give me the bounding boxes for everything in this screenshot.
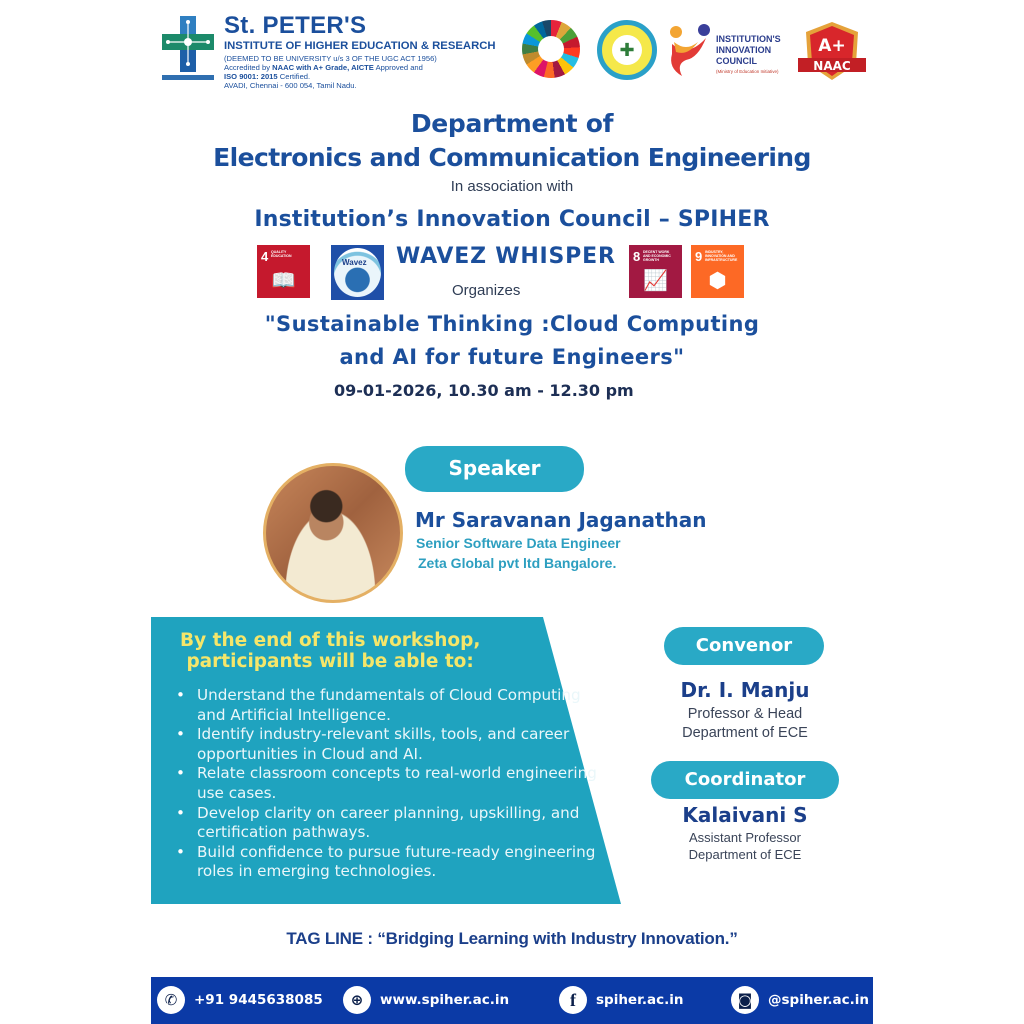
- facebook-handle: spiher.ac.in: [596, 992, 684, 1008]
- facebook-icon: f: [559, 986, 587, 1014]
- institution-name: St. PETER'S: [224, 12, 367, 39]
- institution-cross-logo: [160, 14, 216, 82]
- instagram-icon: ◙: [731, 986, 759, 1014]
- accreditation-line: Accredited by NAAC with A+ Grade, AICTE Approved and: [224, 63, 423, 72]
- organizes-text: Organizes: [452, 282, 521, 299]
- coordinator-department: Department of ECE: [688, 847, 802, 862]
- outcomes-heading: By the end of this workshop, participants will be able to:: [180, 630, 481, 672]
- footer-instagram-link[interactable]: [731, 986, 869, 1014]
- growth-chart-icon: 📈: [643, 270, 668, 292]
- convenor-title: Professor & Head: [687, 706, 803, 722]
- phone-number: +91 9445638085: [194, 992, 323, 1008]
- department-title-line1: Department of: [410, 109, 614, 138]
- iic-ministry-text: (Ministry of Education Initiative): [716, 69, 779, 74]
- speaker-label-pill: Speaker: [405, 446, 584, 492]
- coordinator-title: Assistant Professor: [689, 830, 801, 845]
- event-datetime: 09-01-2026, 10.30 am - 12.30 pm: [334, 381, 634, 400]
- topic-title-line2: and AI for future Engineers": [339, 345, 685, 369]
- coordinator-name: Kalaivani S: [682, 803, 808, 827]
- convenor-department: Department of ECE: [682, 725, 808, 741]
- council-title: Institution’s Innovation Council – SPIHER: [254, 207, 770, 232]
- outcomes-list: [173, 686, 603, 882]
- outcome-item: • Identify industry-relevant skills, tools, and career opportunities in Cloud and AI.: [173, 725, 603, 764]
- institution-subtitle: INSTITUTE OF HIGHER EDUCATION & RESEARCH: [224, 40, 496, 52]
- open-book-icon: 📖: [271, 270, 296, 292]
- iqac-cross-icon: ✚: [612, 35, 642, 65]
- speaker-organization: Zeta Global pvt ltd Bangalore.: [418, 555, 617, 571]
- address-line: AVADI, Chennai - 600 054, Tamil Nadu.: [224, 81, 357, 90]
- sdg-9-industry-innovation-tile: 9 INDUSTRY, INNOVATION AND INFRASTRUCTURE ⬢: [691, 245, 744, 298]
- cubes-icon: ⬢: [708, 270, 727, 292]
- wavez-whisper-logo: Wavez: [331, 245, 384, 300]
- iqac-seal-logo: [597, 20, 657, 80]
- sdg-wheel-logo: [522, 20, 580, 78]
- footer-website-link[interactable]: [343, 986, 509, 1014]
- naac-a-plus-badge: [796, 20, 868, 82]
- speaker-role: Senior Software Data Engineer: [416, 535, 621, 551]
- convenor-name: Dr. I. Manju: [680, 678, 810, 702]
- outcome-item: • Understand the fundamentals of Cloud Computing and Artificial Intelligence.: [173, 686, 603, 725]
- footer-phone[interactable]: [157, 986, 323, 1014]
- outcome-item: • Build confidence to pursue future-ready engineering roles in emerging technologies.: [173, 843, 603, 882]
- sdg-4-quality-education-tile: 4 QUALITY EDUCATION 📖: [257, 245, 310, 298]
- association-text: In association with: [450, 178, 574, 195]
- website-url: www.spiher.ac.in: [380, 992, 510, 1008]
- department-title-line2: Electronics and Communication Engineering: [213, 143, 811, 172]
- deemed-university-line: (DEEMED TO BE UNIVERSITY u/s 3 OF THE UGC ACT 1956): [224, 54, 437, 63]
- globe-icon: ⊕: [343, 986, 371, 1014]
- outcome-item: • Develop clarity on career planning, upskilling, and certification pathways.: [173, 804, 603, 843]
- topic-title-line1: "Sustainable Thinking :Cloud Computing: [264, 312, 760, 336]
- iic-figure-logo: [668, 24, 710, 78]
- speaker-photo: [263, 463, 403, 603]
- instagram-handle: @spiher.ac.in: [768, 992, 869, 1008]
- club-name: WAVEZ WHISPER: [396, 244, 616, 269]
- sdg-8-decent-work-tile: 8 DECENT WORK AND ECONOMIC GROWTH 📈: [629, 245, 682, 298]
- footer-facebook-link[interactable]: [559, 986, 683, 1014]
- convenor-label-pill: Convenor: [664, 627, 824, 665]
- svg-text:NAAC: NAAC: [813, 59, 851, 73]
- tagline: TAG LINE : “Bridging Learning with Industry Innovation.”: [286, 929, 738, 948]
- iic-logo-text: INSTITUTION'S INNOVATION COUNCIL: [716, 34, 781, 66]
- phone-icon: ✆: [157, 986, 185, 1014]
- svg-text:A+: A+: [818, 36, 846, 56]
- iso-line: ISO 9001: 2015 Certified.: [224, 72, 311, 81]
- coordinator-label-pill: Coordinator: [651, 761, 839, 799]
- outcome-item: • Relate classroom concepts to real-world engineering use cases.: [173, 764, 603, 803]
- speaker-name: Mr Saravanan Jaganathan: [415, 508, 707, 532]
